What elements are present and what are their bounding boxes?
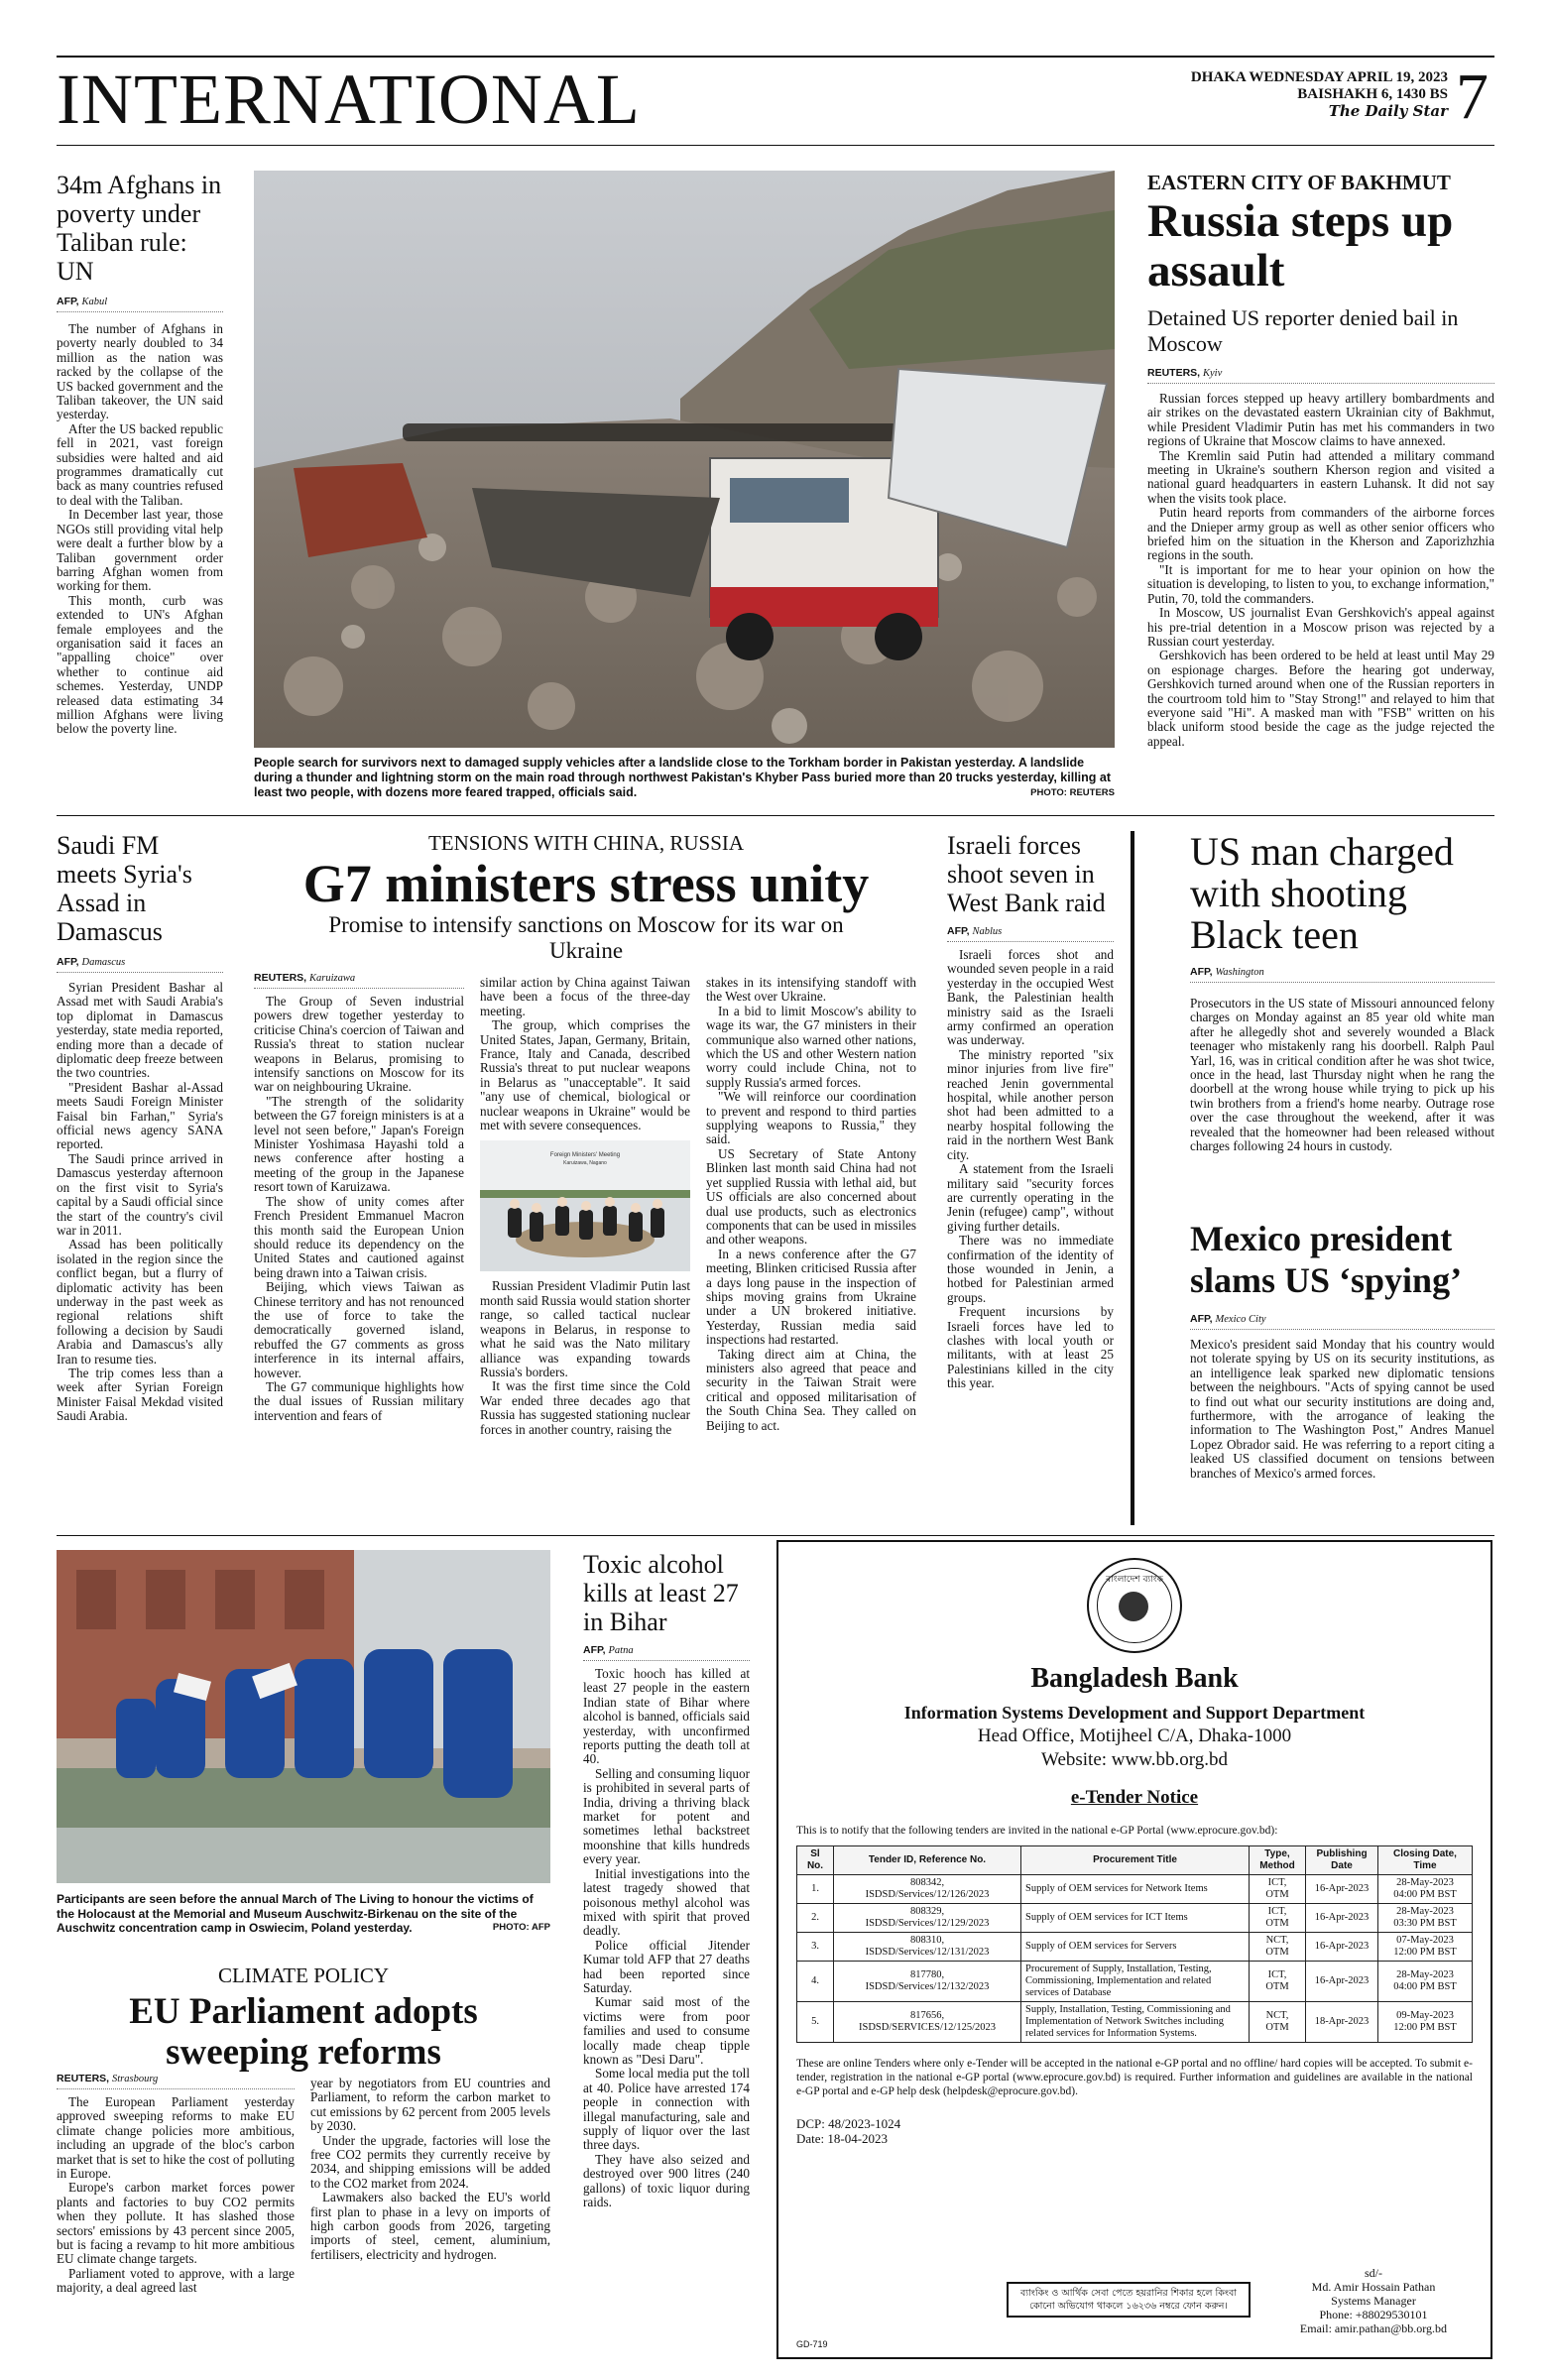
article-body: The Group of Seven industrial powers drew together yesterday to criticise China's coercion of Taiwan and Russia's threat to station nuclear weapons in Belarus, promising to intensify sanctions on Moscow for its war on neighbouring Ukraine. "The strength of the solidarity between the G7 foreign ministers is at a level not seen before," Japan's Foreign Minister Yoshimasa Hayashi told a news conference after hosting a meeting of the group in the Japanese resort town of Karuizawa. The show of unity comes after French President Emmanuel Macron this month said the European Union should reduce its dependency on the United States and cautioned against being drawn into a Taiwan crisis. Beijing, which views Taiwan as Chinese territory and has not renounced the use of force to take the democratically governed island, rebuffed the G7 comments as gross interference in its internal affairs, however. The G7 communique highlights how the dual issues of Russian military intervention and fears of (254, 994, 464, 1423)
designation: Systems Manager (1331, 2294, 1416, 2308)
row-sl: 2. (797, 1904, 834, 1933)
article-body: similar action by China against Taiwan have been a focus of the three-day meeting. The group, which comprises the United States, Japan, Germany, Britain, France, Italy and Canada, described Russia's threat to put nuclear weapons in Belarus as "unacceptable". It said "any use of chemical, biological or nuclear weapons in Ukraine" would be met with severe consequences. (480, 975, 690, 1133)
row-close: 09-May-2023 12:00 PM BST (1378, 2002, 1473, 2043)
col-pub: Publishing Date (1306, 1846, 1378, 1875)
bihar-story (583, 1550, 750, 2209)
article-body: The European Parliament yesterday approved sweeping reforms to make EU climate change policies more ambitious, including an upgrade of the bloc's carbon market that is set to hike the cost of polluting in Europe. Europe's carbon market forces power plants and factories to buy CO2 permits when they pollute. It has slashed those sectors' emissions by 43 percent since 2005, but is facing a revamp to hit more ambitious EU climate change targets. Parliament voted to approve, with a large majority, a deal agreed last (57, 2094, 295, 2296)
article-body: stakes in its intensifying standoff with the West over Ukraine. In a bid to limit Moscow's ability to wage its war, the G7 ministers in their communique also warned other nations, which the US and other Western nation worry could include China, not to supply Russia's armed forces. "We will reinforce our coordination to prevent and respond to third parties supplying weapons to Russia," they said. US Secretary of State Antony Blinken last month said China had not yet supplied Russia with lethal aid, but US officials are also concerned about dual use products, such as electronics components that can be used in missiles and other weapons. In a news conference after the G7 meeting, Blinken criticised Russia after a days long pause in the inspection of ships moving grains from Ukraine under a UN brokered initiative. Yesterday, Russian media said inspections had restarted. Taking direct aim at China, the ministers also agreed that peace and security in the Taiwan Strait were critical and opposed militarisation of the South China Sea. They called on Beijing to act. (706, 975, 916, 1433)
headline: Saudi FM meets Syria's Assad in Damascus (57, 831, 192, 946)
byline: AFP, Nablus (947, 925, 1114, 942)
bakhmut-story (1147, 171, 1494, 749)
byline: AFP, Washington (1190, 966, 1494, 983)
row-id: 808310, ISDSD/Services/12/131/2023 (834, 1933, 1021, 1962)
israel-story (947, 831, 1114, 1391)
notice-title: e-Tender Notice (1070, 1787, 1199, 1808)
byline: AFP, Kabul (57, 296, 223, 312)
dateline (1131, 69, 1448, 120)
byline: AFP, Patna (583, 1644, 750, 1661)
tender-advertisement (776, 1540, 1492, 2359)
section-title: INTERNATIONAL (57, 60, 641, 139)
headline: Toxic alcohol kills at least 27 in Bihar (583, 1550, 739, 1636)
row-id: 808342, ISDSD/Services/12/126/2023 (834, 1875, 1021, 1904)
row-pub: 16-Apr-2023 (1306, 1962, 1378, 2002)
headline: Russia steps up assault (1147, 195, 1454, 297)
notice-date: Date: 18-04-2023 (796, 2131, 889, 2146)
row-title: Supply of OEM services for ICT Items (1021, 1904, 1250, 1933)
row-type: ICT, OTM (1250, 1875, 1306, 1904)
seal-text: বাংলাদেশ ব্যাংক (1106, 1575, 1163, 1585)
kicker: TENSIONS WITH CHINA, RUSSIA (427, 831, 745, 855)
g7-meeting-image (480, 1140, 690, 1271)
row-type: ICT, OTM (1250, 1962, 1306, 2002)
sign-line-1: Foreign Ministers' Meeting (549, 1152, 621, 1159)
headline: G7 ministers stress unity (302, 854, 870, 913)
page-number: 7 (1456, 60, 1489, 133)
g7-meeting-photo (480, 1140, 690, 1271)
article-body: Syrian President Bashar al Assad met with Saudi Arabia's top diplomat in Damascus yesterday, state media reported, ending more than a decade of diplomatic deep freeze between the two countries. "President Bashar al-Assad meets Saudi Foreign Minister Faisal bin Farhan," Syria's official news agency SANA reported. The Saudi prince arrived in Damascus yesterday afternoon on the first visit to Syria's capital by a Saudi official since the start of the country's civil war in 2011. Assad has been politically isolated in the region since the conflict began, but a flurry of diplomatic activity has been underway in the past week as regional relations shift following a decision by Saudi Arabia and Damascus's ally Iran to resume ties. The trip comes less than a week after Syrian Foreign Minister Faisal Mekdad visited Saudi Arabia. (57, 980, 223, 1424)
col-title: Procurement Title (1021, 1846, 1250, 1875)
headline: Mexico president slams US ‘spying’ (1190, 1219, 1463, 1300)
subhead: Detained US reporter denied bail in Moscow (1147, 305, 1459, 356)
row-sl: 3. (797, 1933, 834, 1962)
tender-table (796, 1845, 1473, 2043)
row-pub: 16-Apr-2023 (1306, 1875, 1378, 1904)
notice-intro: This is to notify that the following tenders are invited in the national e-GP Portal (www.eprocure.gov.bd): (796, 1825, 1278, 1837)
article-body: Russian forces stepped up heavy artillery bombardments and air strikes on the devastated eastern Ukrainian city of Bakhmut, while President Vladimir Putin has met his commanders in two regions of Ukraine that Moscow claims to have annexed. The Kremlin said Putin had attended a military command meeting in Ukraine's southern Kherson region and visited a national guard headquarters in eastern Luhansk. It did not say when the visits took place. Putin heard reports from commanders of the airborne forces and the Dnieper army group as well as other senior officers who briefed him on the situation in the Kherson and Zaporizhzhia regions in the south. "It is important for me to hear your opinion on how the situation is developing, to listen to you, to exchange information," Putin, 70, told the commanders. In Moscow, US journalist Evan Gershkovich's appeal against his pre-trial detention in a Moscow prison was rejected by a Russian court yesterday. Gershkovich has been ordered to be held at least until May 29 on espionage charges. Before the hearing got underway, Gershkovich turned around when one of the Russian reporters in the courtroom told him to "Stay Strong!" and relayed to him that everyone said "Hi". A masked man with "FSB" written on his black uniform stood beside the cage as the judge rejected the appeal. (1147, 391, 1494, 749)
table-row (797, 1933, 1473, 1962)
byline: AFP, Damascus (57, 956, 223, 973)
row-id: 817656, ISDSD/SERVICES/12/125/2023 (834, 2002, 1021, 2043)
holocaust-photo (57, 1550, 550, 1883)
byline: REUTERS, Strasbourg (57, 2073, 295, 2089)
col-sl: Sl No. (797, 1846, 834, 1875)
bank-seal (1087, 1558, 1182, 1653)
complaint-box: ব্যাংকিং ও আর্থিক সেবা পেতে হয়রানির শিকার হলে কিংবা কোনো অভিযোগ থাকলে ১৬২৩৬ নম্বরে ফোন করুন। (1007, 2282, 1251, 2318)
article-body: Toxic hooch has killed at least 27 people in the eastern Indian state of Bihar where alcohol is banned, officials said yesterday, with unconfirmed reports putting the death toll at 40. Selling and consuming liquor is prohibited in several parts of India, driving a thriving black market for potent and sometimes lethal backstreet moonshine that kills hundreds every year. Initial investigations into the latest tragedy showed that poisonous methyl alcohol was mixed with spirit that proved deadly. Police official Jitender Kumar told AFP that 27 deaths had been reported since Saturday. Kumar said most of the victims were from poor families and used to consume locally made cheap tipple known as "Desi Daru". Some local media put the toll at 40. Police have arrested 174 people in connection with illegal manufacturing, sale and supply of liquor over the last three days. They have also seized and destroyed over 900 litres (240 gallons) of toxic liquor during raids. (583, 1666, 750, 2210)
eu-column-1 (57, 2073, 295, 2296)
article-body: The number of Afghans in poverty nearly doubled to 34 million as the nation was racked by the collapse of the US backed government and the Taliban takeover, the UN said yesterday. After the US backed republic fell in 2021, vast foreign subsidies were halted and aid programmes dramatically cut back as many countries refused to deal with the Taliban. In December last year, those NGOs still providing vital help were dealt a further blow by a Taliban government order barring Afghan women from working for them. This month, curb was extended to UN's Afghan female employees and the organisation said it faces an "appalling choice" over whether to continue aid schemes. Yesterday, UNDP released data estimating 34 million Afghans were living below the poverty line. (57, 321, 223, 737)
signature-mark: sd/- (1365, 2266, 1382, 2280)
mexico-story (1190, 1218, 1494, 1481)
tender-footnote: These are online Tenders where only e-Tender will be accepted in the national e-GP portal and no offline/ hard copies will be accepted. To submit e-tender, registration in the national e-GP portal (www.eprocure.gov.bd) is required. Further information and guidelines are available in the national e-GP portal and e-GP help desk (helpdesk@eprocure.gov.bd). (796, 2058, 1473, 2097)
subhead: Promise to intensify sanctions on Moscow for its war on Ukraine (328, 912, 844, 963)
row-sl: 4. (797, 1962, 834, 2002)
eu-story (57, 1964, 550, 2073)
article-body: Israeli forces shot and wounded seven people in a raid yesterday in the occupied West Bank, the Palestinian health ministry said as the Israeli army confirmed an operation was underway. The ministry reported "six minor injuries from live fire" reached Jenin governmental hospital, while another person shot had been admitted to a nearby hospital following the raid in the northern West Bank city. A statement from the Israeli military said "security forces are currently operating in the Jenin (refugee) camp", without giving further details. There was no immediate confirmation of the identity of those wounded in Jenin, a hotbed for Palestinian armed groups. Frequent incursions by Israeli forces have led to clashes with local youth or militants, with at least 25 Palestinians killed in the city this year. (947, 947, 1114, 1391)
row-id: 817780, ISDSD/Services/12/132/2023 (834, 1962, 1021, 2002)
table-header-row (797, 1846, 1473, 1875)
email: Email: amir.pathan@bb.org.bd (1299, 2321, 1448, 2335)
row-pub: 16-Apr-2023 (1306, 1904, 1378, 1933)
col-close: Closing Date, Time (1378, 1846, 1473, 1875)
eu-column-2 (310, 2077, 550, 2262)
kicker: EASTERN CITY OF BAKHMUT (1147, 171, 1451, 194)
row-title: Supply of OEM services for Servers (1021, 1933, 1250, 1962)
row-pub: 16-Apr-2023 (1306, 1933, 1378, 1962)
office-address: Head Office, Motijheel C/A, Dhaka-1000 (977, 1726, 1292, 1746)
table-row (797, 2002, 1473, 2043)
phone: Phone: +8802953010​1 (1319, 2308, 1428, 2321)
article-body: year by negotiators from EU countries and Parliament, to reform the carbon market to cut emissions by 62 percent from 2005 levels by 2030. Under the upgrade, factories will lose the free CO2 permits they currently receive by 2034, and shipping emissions will be added to the CO2 market from 2024. Lawmakers also backed the EU's world first plan to phase in a levy on imports of high carbon goods from 2026, targeting imports of steel, cement, aluminium, fertilisers, electricity and hydrogen. (310, 2076, 550, 2262)
row-id: 808329, ISDSD/Services/12/129/2023 (834, 1904, 1021, 1933)
row-type: NCT, OTM (1250, 2002, 1306, 2043)
landslide-image (254, 171, 1115, 748)
kicker: CLIMATE POLICY (217, 1964, 390, 1987)
row-sl: 1. (797, 1875, 834, 1904)
g7-column-1 (254, 972, 464, 1423)
row-sl: 5. (797, 2002, 834, 2043)
holocaust-caption: Participants are seen before the annual March of The Living to honour the victims of the Holocaust at the Memorial and Museum Auschwitz-Birkenau on the site of the Auschwitz concentration camp in Oswiecim, Poland yesterday. PHOTO: AFP (57, 1892, 550, 1935)
row-close: 28-May-2023 03:30 PM BST (1378, 1904, 1473, 1933)
row-title: Procurement of Supply, Installation, Testing, Commissioning, Implementation and related services of Database (1021, 1962, 1250, 2002)
headline: EU Parliament adopts sweeping reforms (129, 1991, 478, 2073)
paper-name: The Daily Star (1328, 102, 1448, 120)
signatory-name: Md. Amir Hossain Pathan (1311, 2280, 1436, 2294)
byline: REUTERS, Kyiv (1147, 367, 1494, 384)
article-body-continued: Russian President Vladimir Putin last month said Russia would station shorter range, so called tactical nuclear weapons in Belarus, in response to what he said was the Nato military alliance was expanding towards Russia's borders. It was the first time since the Cold War ended three decades ago that Russia has suggested stationing nuclear forces in another country, raising the (480, 1278, 690, 1437)
byline: REUTERS, Karuizawa (254, 972, 464, 989)
signature-block (1274, 2266, 1473, 2335)
col-tender-id: Tender ID, Reference No. (834, 1846, 1021, 1875)
g7-story (254, 831, 918, 964)
bank-name: Bangladesh Bank (1030, 1663, 1239, 1694)
afghan-story (57, 171, 223, 737)
row-close: 28-May-2023 04:00 PM BST (1378, 1875, 1473, 1904)
usman-story (1190, 831, 1494, 1153)
row-type: ICT, OTM (1250, 1904, 1306, 1933)
date: DHAKA WEDNESDAY APRIL 19, 2023 (1190, 69, 1448, 85)
row-close: 07-May-2023 12:00 PM BST (1378, 1933, 1473, 1962)
bangla-date: BAISHAKH 6, 1430 BS (1297, 86, 1448, 102)
dcp-number: DCP: 48/2023-1024 (796, 2116, 901, 2131)
holocaust-image (57, 1550, 550, 1883)
saudi-story (57, 831, 223, 1424)
sign-line-2: Karuizawa, Nagano (563, 1160, 607, 1167)
landslide-caption: People search for survivors next to damaged supply vehicles after a landslide close to the Torkham border in Pakistan yesterday. A landslide during a thunder and lightning storm on the main road through northwest Pakistan's Khyber Pass buried more than 20 trucks yesterday, killing at least two people, with dozens more feared trapped, officials said. PHOTO: REUTERS (254, 756, 1115, 799)
article-body: Prosecutors in the US state of Missouri announced felony charges on Monday against an 85 year old white man after he allegedly shot and severely wounded a Black teenager who mistakenly rang his doorbell. Ralph Paul Yarl, 16, was in critical condition after he was shot twice, once in the head, last Thursday night when he rang the doorbell at the wrong house while trying to pick up his twin brothers from a friend's home nearby. Outrage rose over the case throughout the weekend, after it was revealed that the homeowner had been released without charges following 24 hours in custody. (1190, 996, 1494, 1154)
department: Information Systems Development and Support Department (903, 1703, 1366, 1723)
seal-emblem-icon (1119, 1592, 1148, 1621)
byline: AFP, Mexico City (1190, 1313, 1494, 1330)
row-title: Supply of OEM services for Network Items (1021, 1875, 1250, 1904)
website: Website: www.bb.org.bd (1041, 1749, 1228, 1770)
article-body: Mexico's president said Monday that his country would not tolerate spying by US on its security institutions, as an intelligence leak sparked new diplomatic tensions between the neighbours. "Acts of spying cannot be used to find out what our security institutions are doing and, furthermore, with the arrogance of leaking the information to The Washington Post," Andres Manuel Lopez Obrador said. He was referring to a report citing a leaked US classified document on tensions between branches of Mexico's armed forces. (1190, 1337, 1494, 1481)
row-pub: 18-Apr-2023 (1306, 2002, 1378, 2043)
table-row (797, 1962, 1473, 2002)
g7-column-2 (480, 976, 690, 1437)
landslide-photo (254, 171, 1115, 748)
row-close: 28-May-2023 04:00 PM BST (1378, 1962, 1473, 2002)
table-row (797, 1875, 1473, 1904)
ad-code: GD-719 (796, 2339, 828, 2349)
col-type: Type, Method (1250, 1846, 1306, 1875)
row-type: NCT, OTM (1250, 1933, 1306, 1962)
row-title: Supply, Installation, Testing, Commissioning and Implementation of Network Switches including related services for Information Systems. (1021, 2002, 1250, 2043)
headline: Israeli forces shoot seven in West Bank raid (947, 831, 1106, 917)
table-row (797, 1904, 1473, 1933)
headline: 34m Afghans in poverty under Taliban rule: UN (57, 171, 222, 286)
headline: US man charged with shooting Black teen (1190, 829, 1454, 957)
g7-column-3 (706, 976, 916, 1433)
